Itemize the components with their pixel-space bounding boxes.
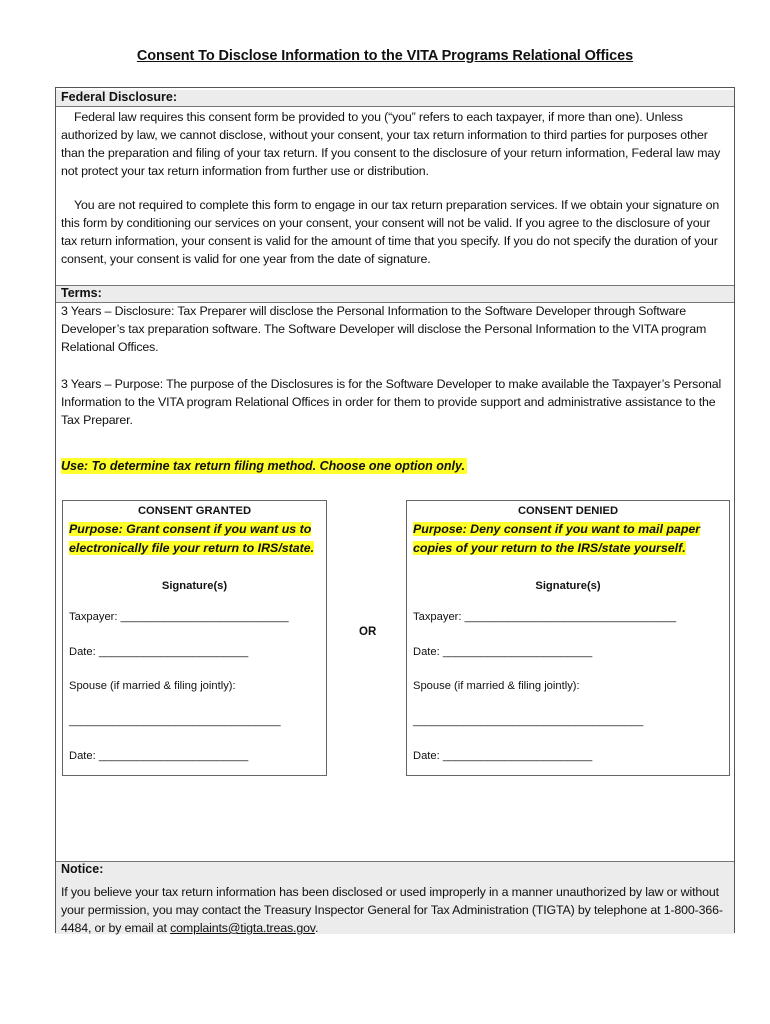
terms-heading: Terms: <box>56 285 734 303</box>
granted-spouse-label: Spouse (if married & filing jointly): <box>69 680 236 692</box>
consent-granted-heading: CONSENT GRANTED <box>137 505 252 517</box>
granted-taxpayer-field[interactable]: Taxpayer: ___________________________ <box>69 611 289 623</box>
form-frame <box>55 87 735 933</box>
granted-date-field[interactable]: Date: ________________________ <box>69 646 249 658</box>
granted-spouse-signature-field[interactable]: __________________________________ <box>69 715 281 727</box>
notice-body: If you believe your tax return information has been disclosed or used improperly in a manner unauthorized by law or without your permission, you may contact the Treasury Inspector General for Tax Administration (TIGTA) by telephone at 1-800-366-4484, or by email at <box>61 885 723 935</box>
denied-spouse-signature-field[interactable]: _____________________________________ <box>413 715 644 727</box>
federal-disclosure-paragraph-2: You are not required to complete this form to engage in our tax return preparation services. If we obtain your signature on this form by conditioning our services on your consent, your consent will not be valid. If you agree to the disclosure of your tax return information, your consent is valid for the amount of time that you specify. If you do not specify the duration of your consent, your consent is valid for one year from the date of signature. <box>61 198 720 266</box>
document-title: Consent To Disclose Information to the VITA Programs Relational Offices <box>136 48 634 64</box>
consent-granted-purpose: Purpose: Grant consent if you want us to electronically file your return to IRS/state. <box>69 522 315 555</box>
denied-spouse-label: Spouse (if married & filing jointly): <box>413 680 580 692</box>
federal-disclosure-heading: Federal Disclosure: <box>56 90 734 107</box>
denied-date-field[interactable]: Date: ________________________ <box>413 646 593 658</box>
or-separator: OR <box>359 626 377 638</box>
notice-text <box>61 883 731 937</box>
consent-denied-purpose: Purpose: Deny consent if you want to mail paper copies of your return to the IRS/state yourself. <box>413 522 701 555</box>
denied-spouse-date-field[interactable]: Date: ________________________ <box>413 750 593 762</box>
use-instruction: Use: To determine tax return filing method. Choose one option only. <box>61 459 465 473</box>
granted-signature-label: Signature(s) <box>161 580 228 592</box>
tigta-email-link[interactable]: complaints@tigta.treas.gov <box>170 921 315 935</box>
consent-denied-heading: CONSENT DENIED <box>517 505 619 517</box>
consent-granted-box[interactable] <box>62 500 327 776</box>
notice-end: . <box>314 921 319 935</box>
denied-signature-label: Signature(s) <box>535 580 601 592</box>
denied-taxpayer-field[interactable]: Taxpayer: __________________________________ <box>413 611 677 623</box>
terms-paragraph-2: 3 Years – Purpose: The purpose of the Disclosures is for the Software Developer to make available the Taxpayer’s Personal Information to the VITA program Relational Offices in order for them to provide support and administrative assistance to the Tax Preparer. <box>61 377 722 427</box>
terms-paragraph-1: 3 Years – Disclosure: Tax Preparer will disclose the Personal Information to the Software Developer through Software Developer’s tax preparation software. The Software Developer will disclose the Personal Information to the VITA program Relational Offices. <box>61 304 707 354</box>
federal-disclosure-paragraph-1: Federal law requires this consent form be provided to you (“you” refers to each taxpayer, if more than one). Unless authorized by law, we cannot disclose, without your consent, your tax return information to third parties for purposes other than the preparation and filing of your tax return. If you consent to the disclosure of your return information, Federal law may not protect your tax return information from further use or distribution. <box>61 110 721 178</box>
notice-heading: Notice: <box>61 862 104 876</box>
consent-denied-box[interactable] <box>406 500 730 776</box>
granted-spouse-date-field[interactable]: Date: ________________________ <box>69 750 249 762</box>
